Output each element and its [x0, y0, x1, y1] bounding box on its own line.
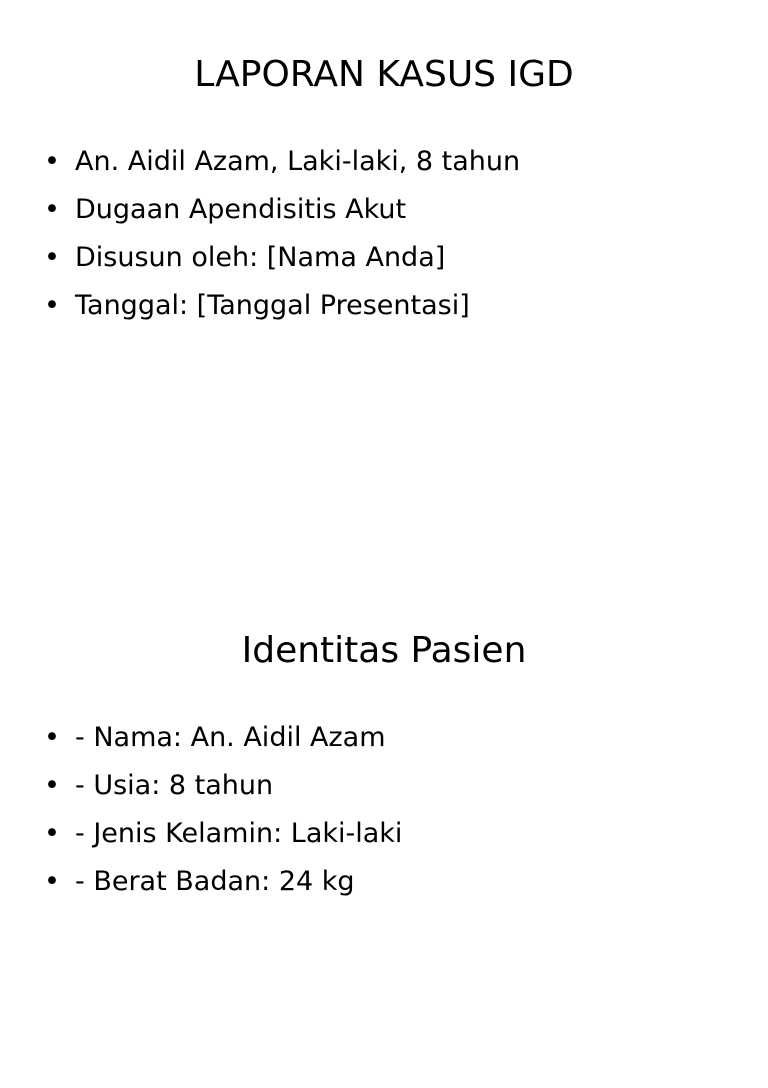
bullet-icon: •	[44, 146, 60, 177]
list-item-text: - Jenis Kelamin: Laki-laki	[75, 818, 403, 849]
list-item	[44, 714, 402, 762]
list-item-text: An. Aidil Azam, Laki-laki, 8 tahun	[75, 146, 521, 177]
bullet-icon: •	[44, 866, 60, 897]
bullet-list	[44, 138, 520, 330]
list-item	[44, 282, 520, 330]
slide-title: LAPORAN KASUS IGD	[194, 54, 574, 95]
list-item	[44, 858, 402, 906]
bullet-icon: •	[44, 242, 60, 273]
slide-title: Identitas Pasien	[241, 630, 527, 671]
list-item	[44, 234, 520, 282]
list-item	[44, 186, 520, 234]
list-item-text: Dugaan Apendisitis Akut	[75, 194, 407, 225]
slide-patient-identity	[0, 576, 768, 1088]
list-item	[44, 810, 402, 858]
list-item	[44, 762, 402, 810]
bullet-icon: •	[44, 770, 60, 801]
bullet-icon: •	[44, 194, 60, 225]
list-item-text: - Berat Badan: 24 kg	[75, 866, 355, 897]
bullet-list	[44, 714, 402, 906]
bullet-icon: •	[44, 722, 60, 753]
list-item-text: - Nama: An. Aidil Azam	[75, 722, 386, 753]
bullet-icon: •	[44, 818, 60, 849]
list-item-text: Disusun oleh: [Nama Anda]	[75, 242, 446, 273]
list-item-text: Tanggal: [Tanggal Presentasi]	[75, 290, 470, 321]
list-item	[44, 138, 520, 186]
slide-title-page	[0, 0, 768, 512]
bullet-icon: •	[44, 290, 60, 321]
list-item-text: - Usia: 8 tahun	[75, 770, 274, 801]
